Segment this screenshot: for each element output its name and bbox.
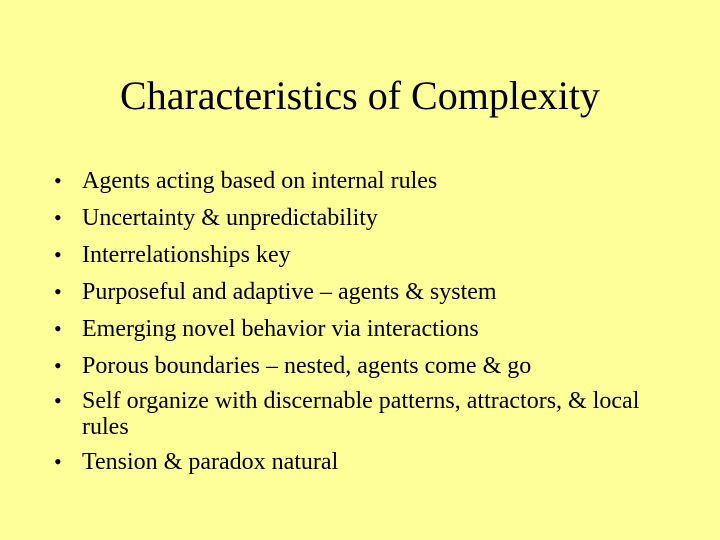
bullet-item	[54, 388, 674, 440]
bullet-item	[54, 351, 674, 381]
bullet-text: Agents acting based on internal rules	[82, 168, 438, 194]
bullet-list	[54, 166, 674, 484]
bullet-text: Interrelationships key	[82, 242, 291, 268]
slide-title: Characteristics of Complexity	[120, 73, 600, 118]
bullet-item	[54, 277, 674, 307]
bullet-icon: •	[54, 205, 62, 230]
bullet-icon: •	[54, 168, 62, 193]
bullet-icon: •	[54, 388, 62, 413]
bullet-text: Purposeful and adaptive – agents & system	[82, 279, 497, 305]
bullet-icon: •	[54, 279, 62, 304]
bullet-item	[54, 203, 674, 233]
bullet-icon: •	[54, 449, 62, 474]
bullet-text: Self organize with discernable patterns, attractors, & local rules	[82, 388, 640, 440]
bullet-item	[54, 240, 674, 270]
bullet-text: Tension & paradox natural	[82, 449, 339, 475]
bullet-item	[54, 314, 674, 344]
bullet-text: Emerging novel behavior via interactions	[82, 316, 479, 342]
bullet-icon: •	[54, 353, 62, 378]
bullet-item	[54, 447, 674, 477]
bullet-text: Porous boundaries – nested, agents come & go	[82, 353, 532, 379]
bullet-icon: •	[54, 242, 62, 267]
bullet-text: Uncertainty & unpredictability	[82, 205, 378, 231]
bullet-icon: •	[54, 316, 62, 341]
bullet-item	[54, 166, 674, 196]
